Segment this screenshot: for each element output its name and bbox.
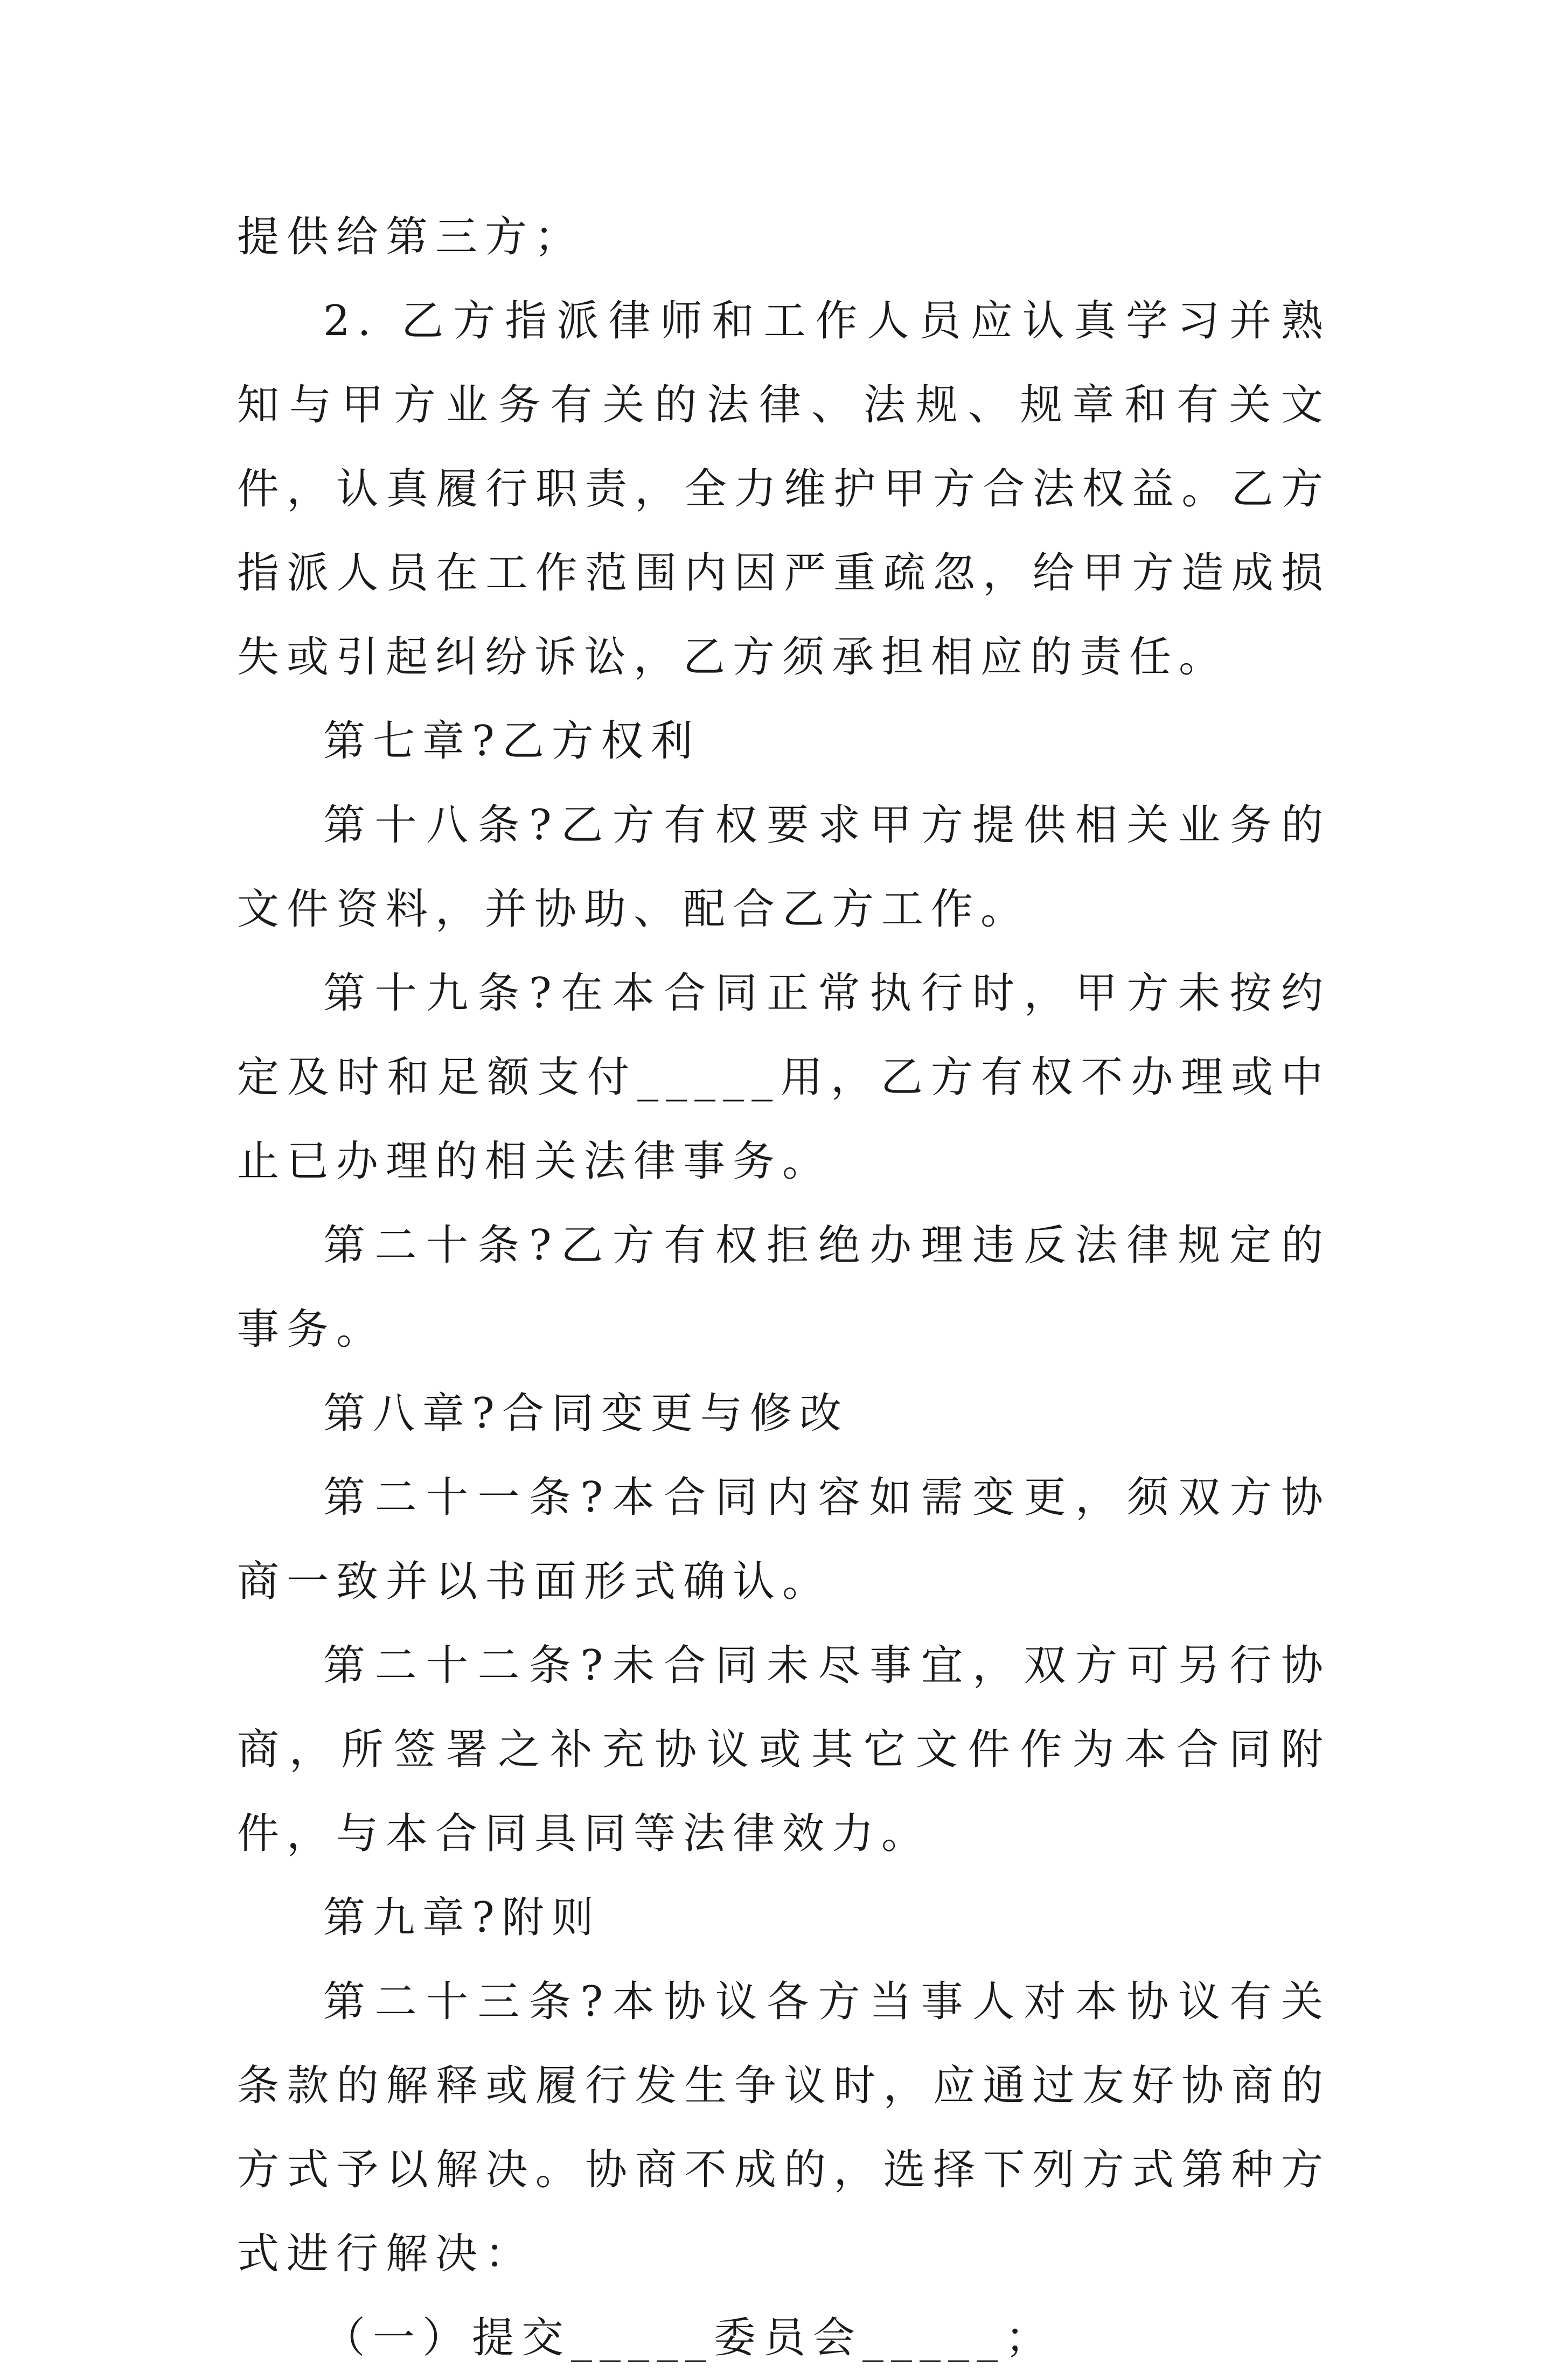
chapter-8-heading: 第八章?合同变更与修改: [323, 1389, 849, 1438]
option-1: （一）提交_____委员会_____；: [323, 2314, 1055, 2362]
paragraph-continuation: 提供给第三方；: [237, 213, 584, 261]
article-21: 第二十一条?本合同内容如需变更，须双方协商一致并以书面形式确认。: [237, 1473, 1331, 1606]
document-body: [237, 195, 1331, 2380]
article-23: 第二十三条?本协议各方当事人对本协议有关条款的解释或履行发生争议时，应通过友好协商的方式予以解决。协商不成的，选择下列方式第种方式进行解决：: [237, 1978, 1331, 2278]
article-20: 第二十条?乙方有权拒绝办理违反法律规定的事务。: [237, 1221, 1331, 1354]
article-22: 第二十二条?未合同未尽事宜，双方可另行协商，所签署之补充协议或其它文件作为本合同附件，与本合同具同等法律效力。: [237, 1641, 1331, 1858]
chapter-7-heading: 第七章?乙方权利: [323, 717, 700, 766]
article-19: 第十九条?在本合同正常执行时，甲方未按约定及时和足额支付_____用，乙方有权不办理或中止已办理的相关法律事务。: [237, 969, 1331, 1186]
chapter-9-heading: 第九章?附则: [323, 1894, 601, 1942]
article-18: 第十八条?乙方有权要求甲方提供相关业务的文件资料，并协助、配合乙方工作。: [237, 801, 1331, 934]
paragraph-item-2: 2. 乙方指派律师和工作人员应认真学习并熟知与甲方业务有关的法律、法规、规章和有关文件，认真履行职责，全力维护甲方合法权益。乙方指派人员在工作范围内因严重疏忽，给甲方造成损失或引起纠纷诉讼，乙方须承担相应的责任。: [237, 297, 1331, 681]
